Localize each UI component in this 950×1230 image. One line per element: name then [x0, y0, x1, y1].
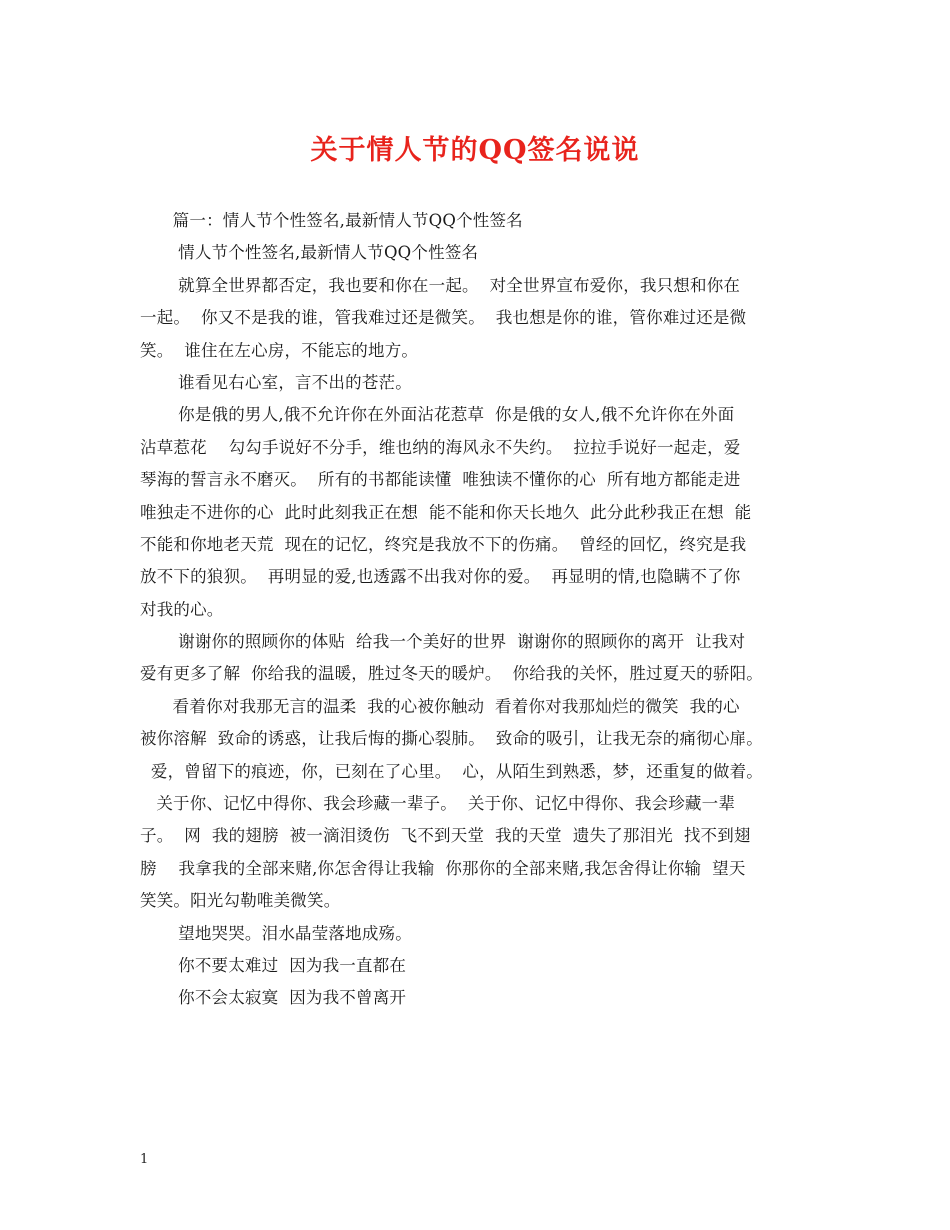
- text-line: 琴海的誓言永不磨灭。 所有的书都能读懂 唯独读不懂你的心 所有地方都能走进: [140, 470, 741, 490]
- text-line: 一起。 你又不是我的谁，管我难过还是微笑。 我也想是你的谁，管你难过还是微: [140, 308, 747, 328]
- text-line: 爱有更多了解 你给我的温暖，胜过冬天的暖炉。 你给我的关怀，胜过夏天的骄阳。: [140, 664, 763, 684]
- text-line: 放不下的狼狈。 再明显的爱,也透露不出我对你的爱。 再显明的情,也隐瞒不了你: [140, 567, 741, 587]
- text-line: 谢谢你的照顾你的体贴 给我一个美好的世界 谢谢你的照顾你的离开 让我对: [140, 632, 746, 652]
- text-line: 对我的心。: [140, 599, 224, 619]
- text-line: 子。 网 我的翅膀 被一滴泪烫伤 飞不到天堂 我的天堂 遗失了那泪光 找不到翅: [140, 826, 751, 846]
- text-line: 篇一：情人节个性签名,最新情人节QQ个性签名: [140, 211, 523, 230]
- text-line: 就算全世界都否定，我也要和你在一起。 对全世界宣布爱你，我只想和你在: [140, 275, 741, 295]
- text-line: 望地哭哭。泪水晶莹落地成殇。: [140, 923, 412, 943]
- text-line: 你不要太难过 因为我一直都在: [140, 955, 407, 975]
- text-line: 唯独走不进你的心 此时此刻我正在想 能不能和你天长地久 此分此秒我正在想 能: [140, 502, 752, 522]
- document-body: [140, 205, 820, 1015]
- text-line: 沾草惹花 勾勾手说好不分手，维也纳的海风永不失约。 拉拉手说好一起走，爱: [140, 437, 741, 457]
- text-line: 谁看见右心室，言不出的苍茫。: [140, 372, 412, 392]
- text-line: 情人节个性签名,最新情人节QQ个性签名: [140, 243, 479, 263]
- text-line: 爱，曾留下的痕迹，你，已刻在了心里。 心，从陌生到熟悉，梦，还重复的做着。: [140, 761, 763, 781]
- text-line: 膀 我拿我的全部来赌,你怎舍得让我输 你那你的全部来赌,我怎舍得让你输 望天: [140, 858, 746, 878]
- page-number: 1: [140, 1152, 149, 1167]
- document-title: 关于情人节的QQ签名说说: [310, 135, 640, 166]
- text-line: 你不会太寂寞 因为我不曾离开: [140, 988, 407, 1008]
- text-line: 看着你对我那无言的温柔 我的心被你触动 看着你对我那灿烂的微笑 我的心: [140, 696, 740, 716]
- text-line: 关于你、记忆中得你、我会珍藏一辈子。 关于你、记忆中得你、我会珍藏一辈: [140, 794, 736, 814]
- text-line: 笑笑。阳光勾勒唯美微笑。: [140, 891, 341, 911]
- text-line: 你是俄的男人,俄不允许你在外面沾花惹草 你是俄的女人,俄不允许你在外面: [140, 405, 735, 425]
- text-line: 被你溶解 致命的诱惑，让我后悔的撕心裂肺。 致命的吸引，让我无奈的痛彻心扉。: [140, 729, 763, 749]
- text-line: 不能和你地老天荒 现在的记忆，终究是我放不下的伤痛。 曾经的回忆，终究是我: [140, 534, 747, 554]
- text-line: 笑。 谁住在左心房，不能忘的地方。: [140, 340, 419, 360]
